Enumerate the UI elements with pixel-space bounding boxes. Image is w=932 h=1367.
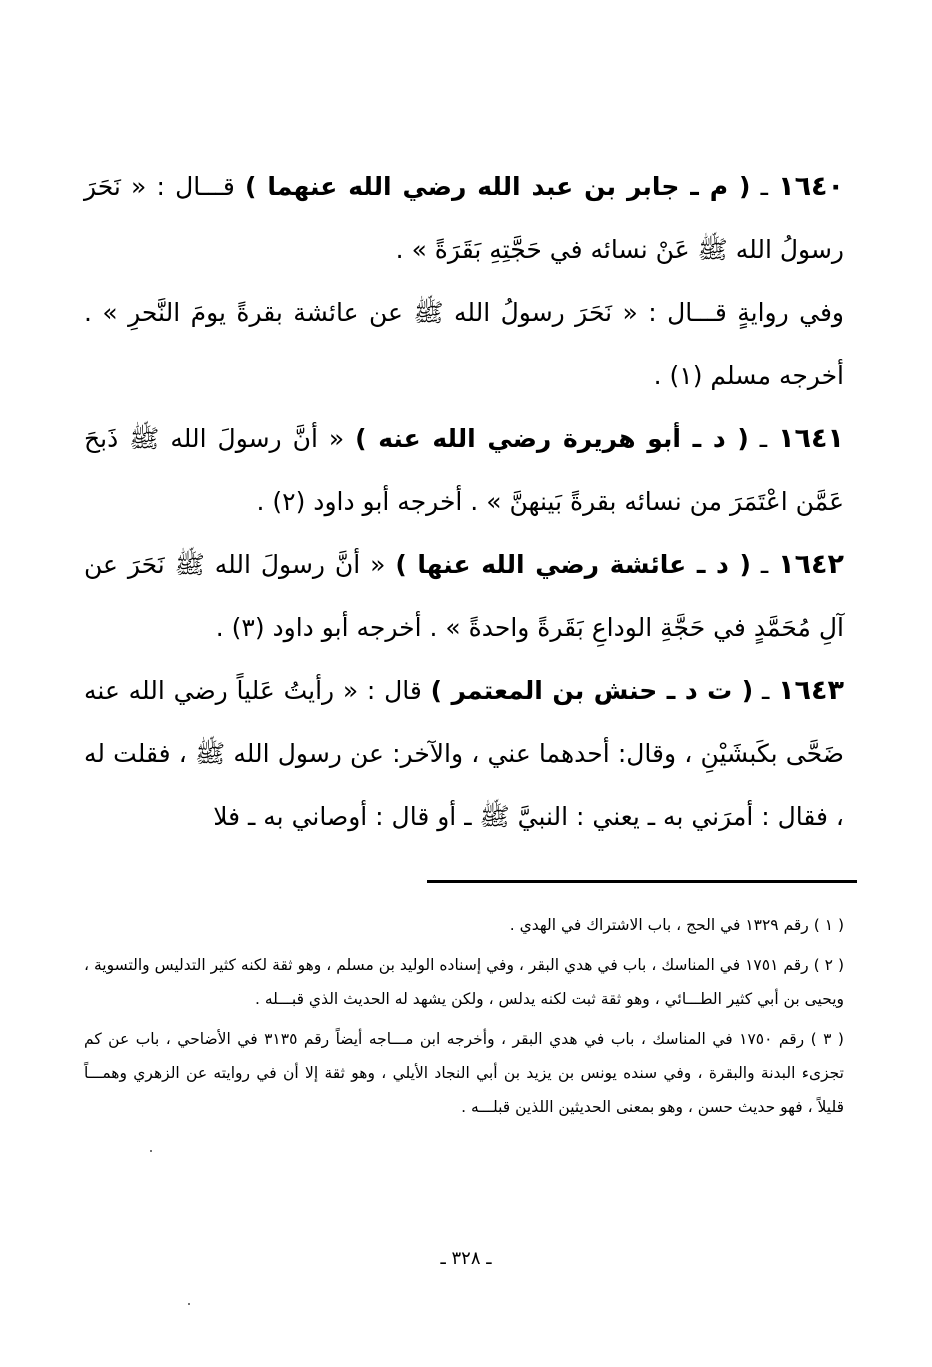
scan-speck <box>150 1150 152 1152</box>
hadith-number: ١٦٤٣ <box>778 675 844 706</box>
hadith-text: « أنَّ رسولَ الله ﷺ نَحَرَ عن آلِ مُحَمَّدٍ في حَجَّةِ الوداعِ بَقَرةً واحدةً » . أخرجه أبو داود (٣) . <box>84 550 844 642</box>
footnote-2: ( ٢ ) رقم ١٧٥١ في المناسك ، باب في هدي البقر ، وفي إسناده الوليد بن مسلم ، وهو ثقة لكنه كثير التدليس والتسوية ، ويحيى بن أبي كثير الطـــائي ، وهو ثقة ثبت لكنه يدلس ، ولكن يشهد له الحديث الذي قبـــله . <box>84 956 844 1008</box>
hadith-number: ١٦٤٢ <box>778 549 845 580</box>
hadith-source: ( م ـ جابر بن عبد الله رضي الله عنهما ) <box>245 172 751 201</box>
footnote-1: ( ١ ) رقم ١٣٢٩ في الحج ، باب الاشتراك في الهدي . <box>509 916 844 934</box>
hadith-number: ١٦٤١ <box>778 423 844 454</box>
main-text <box>84 155 844 848</box>
scan-speck <box>188 1303 190 1305</box>
hadith-text: قال : « رأيتُ عَلياً رضي الله عنه ضَحَّى بكَبشَيْنِ ، وقال: أحدهما عني ، والآخر: عن رسول الله ﷺ ، فقلت له ، فقال : أمرَني به ـ يعني : النبيَّ ﷺ ـ أو قال : أوصاني به ـ فلا <box>84 676 844 831</box>
hadith-source: ( د ـ عائشة رضي الله عنها ) <box>395 550 751 579</box>
footnotes <box>84 908 844 1130</box>
hadith-1642: ١٦٤٢ ـ ( د ـ عائشة رضي الله عنها ) « أنَّ رسولَ الله ﷺ نَحَرَ عن آلِ مُحَمَّدٍ في حَجَّةِ الوداعِ بَقَرةً واحدةً » . أخرجه أبو داود (٣) . <box>84 549 845 642</box>
footnote-divider <box>427 880 857 883</box>
hadith-1640: ١٦٤٠ ـ ( م ـ جابر بن عبد الله رضي الله عنهما ) قـــال : « نَحَرَ رسولُ الله ﷺ عَنْ نسائه في حَجَّتِهِ بَقَرَةً » . <box>84 171 845 264</box>
hadith-1640-variant <box>84 281 844 407</box>
hadith-text: قـــال : « نَحَرَ رسولُ الله ﷺ عَنْ نسائه في حَجَّتِهِ بَقَرَةً » . <box>84 172 844 264</box>
hadith-text: وفي روايةٍ قـــال : « نَحَرَ رسولُ الله ﷺ عن عائشة بقرةً يومَ النَّحرِ » . أخرجه مسلم (١) . <box>84 298 844 390</box>
footnote-3: ( ٣ ) رقم ١٧٥٠ في المناسك ، باب في هدي البقر ، وأخرجه ابن مـــاجه أيضاً رقم ٣١٣٥ في الأضاحي ، باب عن كم تجزىء البدنة والبقرة ، وفي سنده يونس بن يزيد بن أبي النجاد الأيلي ، وهو ثقة إلا أن في روايته عن الزهري وهمـــاً قليلاً ، فهو حديث حسن ، وهو بمعنى الحديثين اللذين قبلـــه . <box>84 1030 844 1116</box>
hadith-source: ( ت د ـ حنش بن المعتمر ) <box>430 676 754 705</box>
hadith-1643: ١٦٤٣ ـ ( ت د ـ حنش بن المعتمر ) قال : « رأيتُ عَلياً رضي الله عنه ضَحَّى بكَبشَيْنِ ، وقال: أحدهما عني ، والآخر: عن رسول الله ﷺ ، فقلت له ، فقال : أمرَني به ـ يعني : النبيَّ ﷺ ـ أو قال : أوصاني به ـ فلا <box>84 675 844 831</box>
hadith-text: « أنَّ رسولَ الله ﷺ ذَبحَ عَمَّن اعْتَمَرَ من نسائه بقرةً بَينهنَّ » . أخرجه أبو داود (٢) . <box>84 424 844 516</box>
hadith-source: ( د ـ أبو هريرة رضي الله عنه ) <box>355 424 749 453</box>
hadith-1641: ١٦٤١ ـ ( د ـ أبو هريرة رضي الله عنه ) « أنَّ رسولَ الله ﷺ ذَبحَ عَمَّن اعْتَمَرَ من نسائه بقرةً بَينهنَّ » . أخرجه أبو داود (٢) . <box>84 423 844 516</box>
page-number: ـ ٣٢٨ ـ <box>440 1248 492 1269</box>
hadith-number: ١٦٤٠ <box>778 171 845 202</box>
